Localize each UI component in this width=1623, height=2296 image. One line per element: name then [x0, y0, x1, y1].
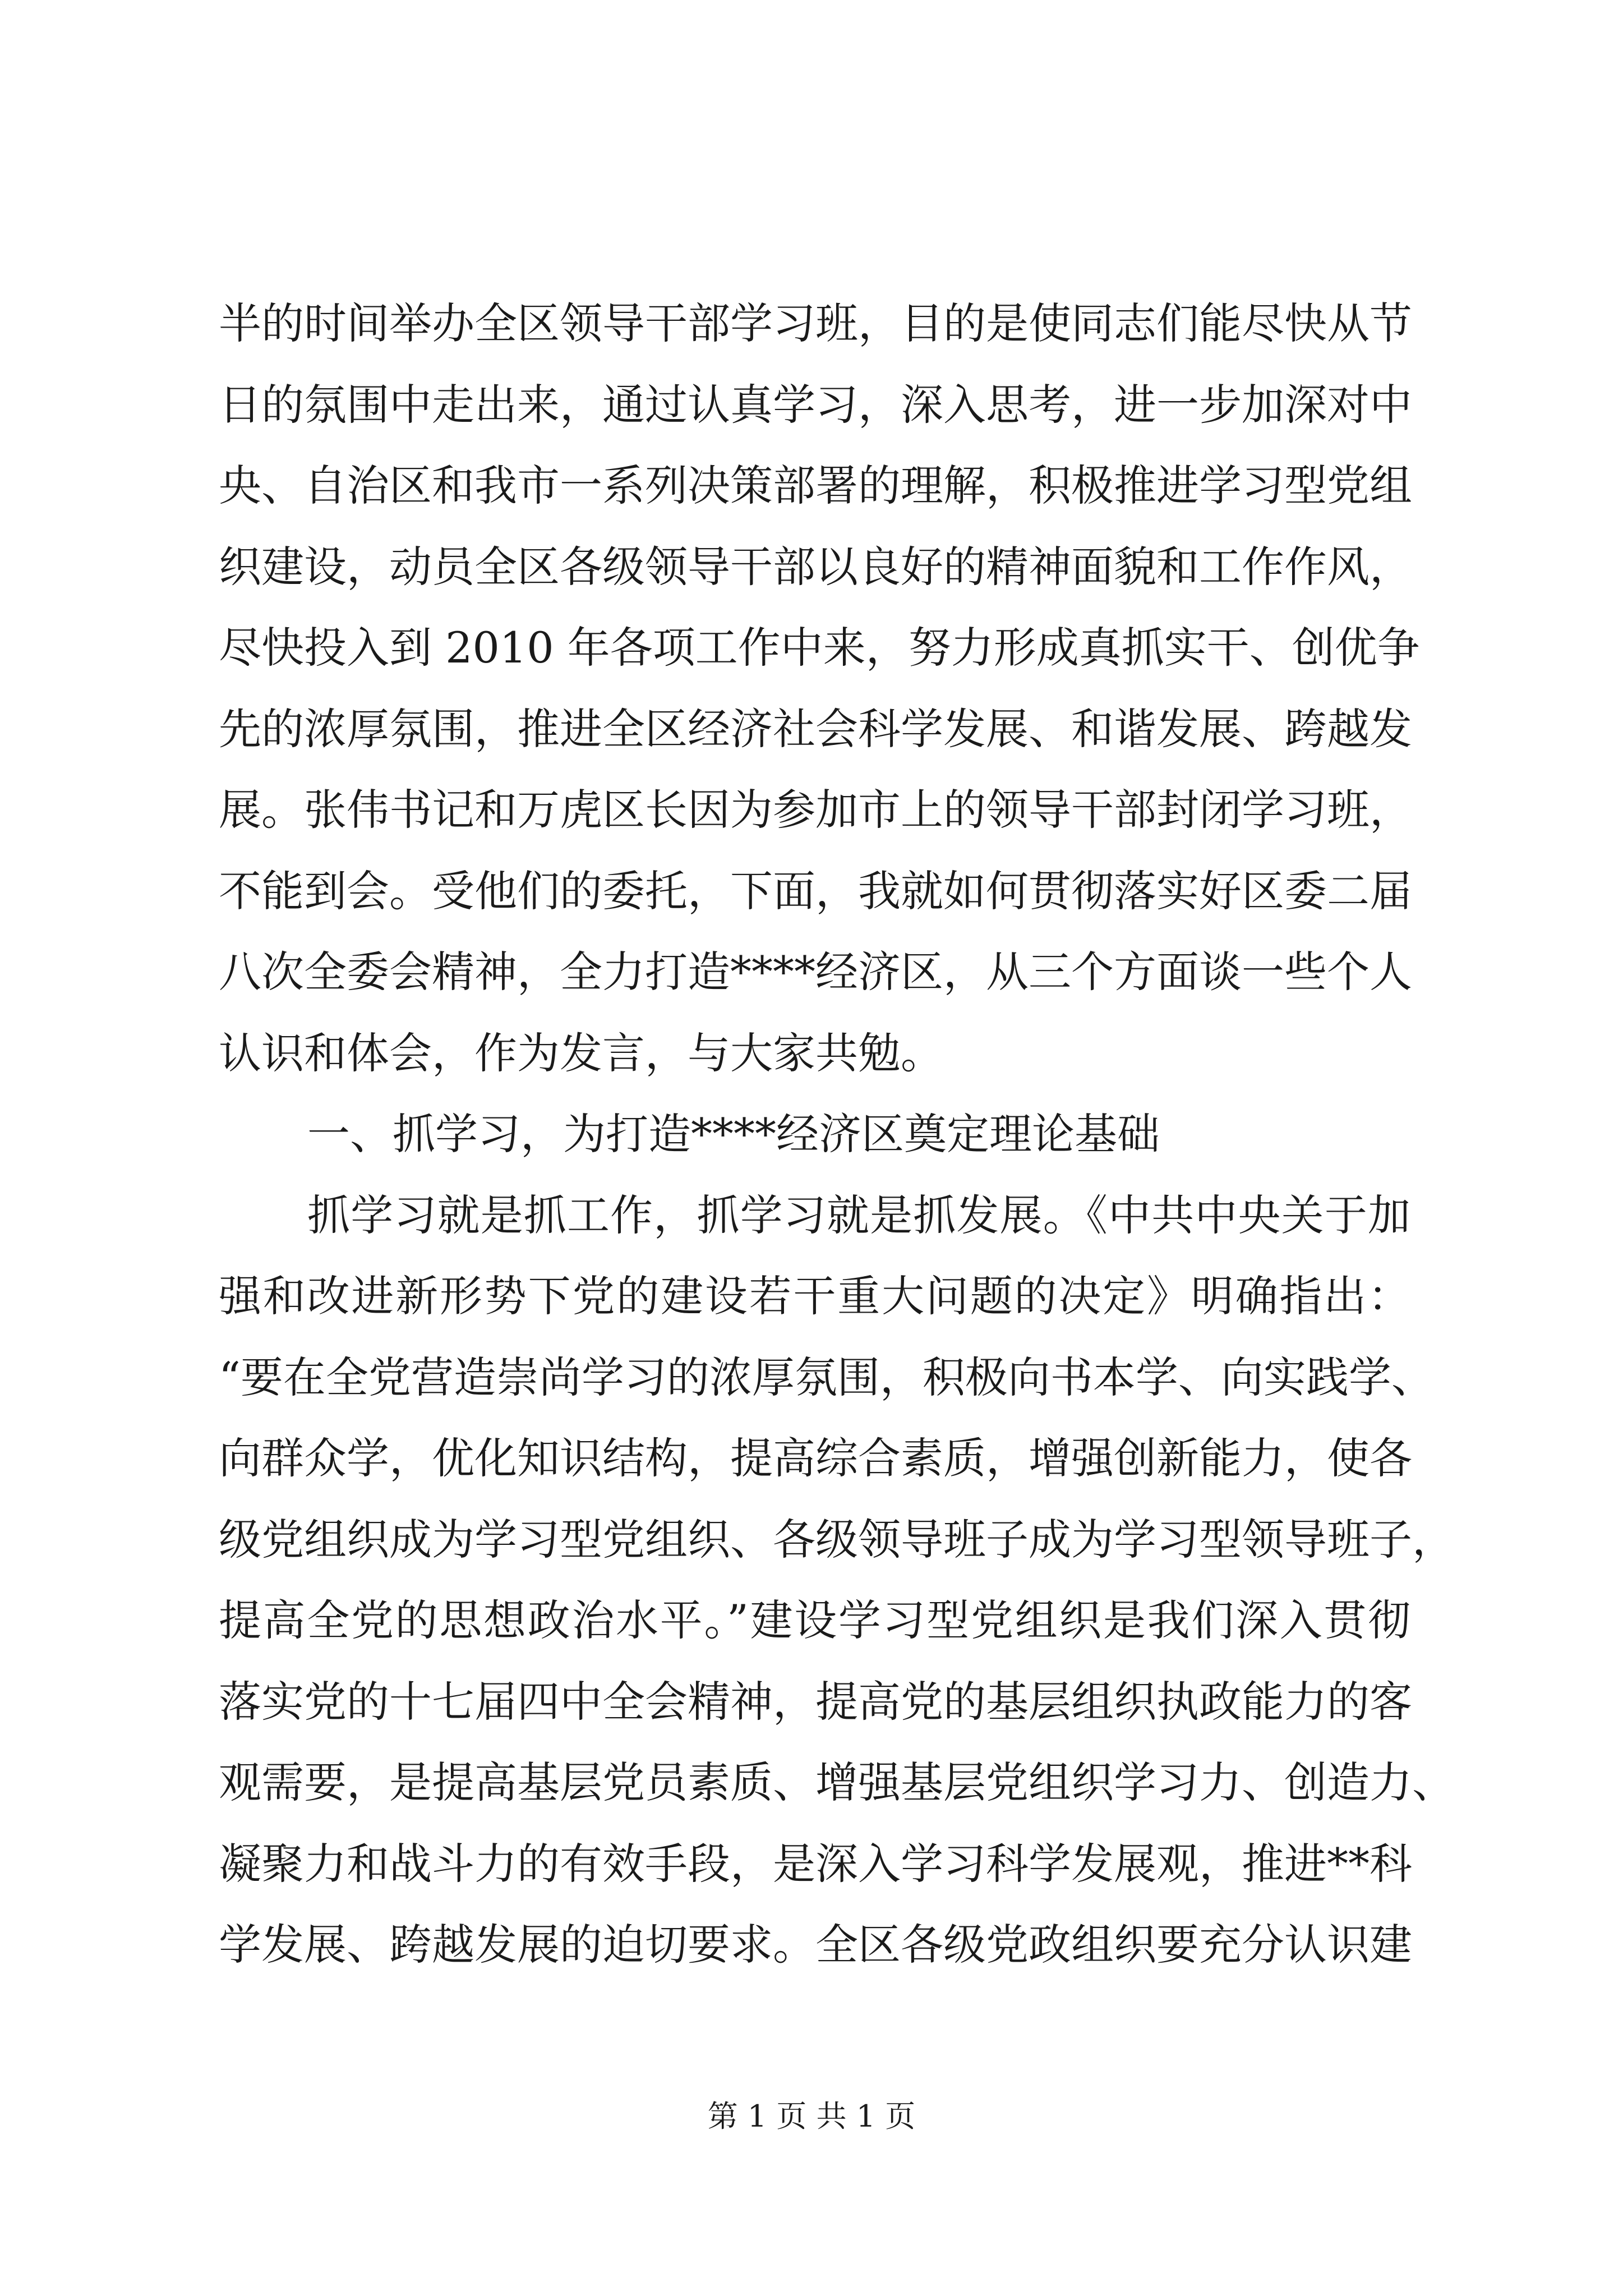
- text-line: 落实党的十七届四中全会精神，提高党的基层组织执政能力的客: [219, 1676, 1412, 1727]
- text-line: 央、自治区和我市一系列决策部署的理解，积极推进学习型党组: [219, 461, 1412, 510]
- text-line: 级党组织成为学习型党组织、各级领导班子成为学习型领导班子，: [219, 1514, 1455, 1565]
- text-line: 展。张伟书记和万虎区长因为参加市上的领导干部封闭学习班，: [219, 785, 1412, 835]
- text-line: 八次全委会精神，全力打造****经济区，从三个方面谈一些个人: [219, 947, 1412, 997]
- text-line: 凝聚力和战斗力的有效手段，是深入学习科学发展观，推进**科: [219, 1838, 1412, 1889]
- text-line: 向群众学，优化知识结构，提高综合素质，增强创新能力，使各: [219, 1433, 1412, 1483]
- section-heading: 一、抓学习，为打造****经济区奠定理论基础: [307, 1109, 1160, 1159]
- text-line: 观需要，是提高基层党员素质、增强基层党组织学习力、创造力、: [219, 1757, 1455, 1807]
- text-line: 半的时间举办全区领导干部学习班，目的是使同志们能尽快从节: [219, 298, 1412, 348]
- text-line: 日的氛围中走出来，通过认真学习，深入思考，进一步加深对中: [219, 379, 1412, 430]
- text-line: 认识和体会，作为发言，与大家共勉。: [219, 1028, 943, 1078]
- text-line: 提高全党的思想政治水平。”建设学习型党组织是我们深入贯彻: [219, 1595, 1410, 1645]
- text-line: 强和改进新形势下党的建设若干重大问题的决定》明确指出：: [219, 1271, 1410, 1321]
- text-line: 学发展、跨越发展的迫切要求。全区各级党政组织要充分认识建: [219, 1920, 1412, 1970]
- text-line: 抓学习就是抓工作，抓学习就是抓发展。《中共中央关于加: [307, 1190, 1410, 1240]
- text-line: 不能到会。受他们的委托，下面，我就如何贯彻落实好区委二届: [219, 866, 1412, 916]
- text-line: 先的浓厚氛围，推进全区经济社会科学发展、和谐发展、跨越发: [219, 703, 1412, 754]
- text-line: 织建设，动员全区各级领导干部以良好的精神面貌和工作作风，: [219, 541, 1412, 592]
- paragraph-2: [219, 1175, 1455, 1986]
- text-line: “要在全党营造崇尚学习的浓厚氛围，积极向书本学、向实践学、: [219, 1352, 1434, 1402]
- page-number-footer: 第 1 页 共 1 页: [707, 2099, 916, 2134]
- document-body: [219, 283, 1455, 1986]
- paragraph-1: [219, 283, 1420, 1094]
- text-line: 尽快投入到 2010 年各项工作中来，努力形成真抓实干、创优争: [219, 623, 1420, 673]
